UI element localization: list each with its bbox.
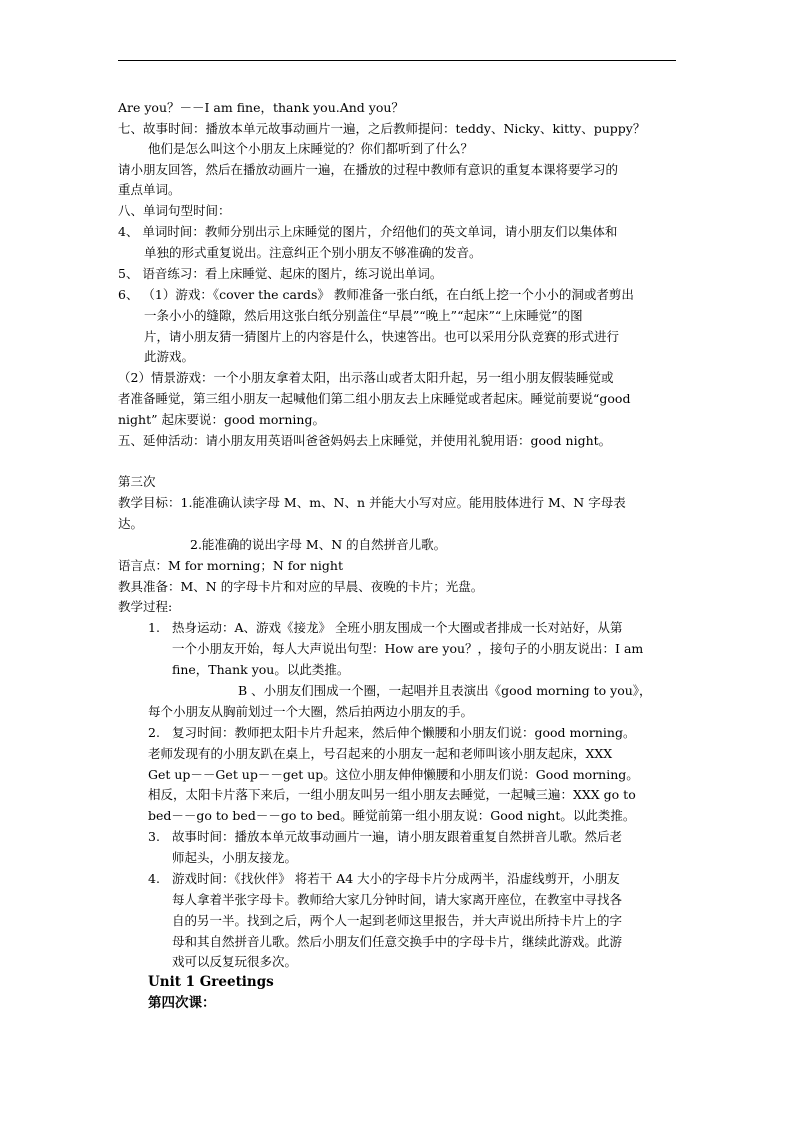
- text-line: 一条小小的缝隙，然后用这张白纸分别盖住“早晨”“晚上”“起床”“上床睡觉”的图: [144, 308, 583, 323]
- header-rule: [118, 60, 676, 61]
- text-line: 5、 语音练习：看上床睡觉、起床的图片，练习说出单词。: [118, 266, 443, 281]
- text-line: 八、单词句型时间：: [118, 203, 231, 218]
- text-line: fine，Thank you。以此类推。: [172, 662, 350, 677]
- text-line: Get up－－Get up－－get up。这位小朋友伸伸懒腰和小朋友们说：Good morning。: [148, 767, 639, 782]
- text-line: 师起头，小朋友接龙。: [172, 850, 298, 865]
- text-line: 相反，太阳卡片落下来后，一组小朋友叫另一组小朋友去睡觉，一起喊三遍：XXX go to: [148, 787, 636, 802]
- text-line: （2）情景游戏：一个小朋友拿着太阳，出示落山或者太阳升起，另一组小朋友假装睡觉或: [118, 370, 614, 385]
- lesson-heading: 第四次课：: [148, 995, 216, 1011]
- text-line: 他们是怎么叫这个小朋友上床睡觉的？你们都听到了什么？: [148, 141, 474, 156]
- text-line: 一个小朋友开始，每人大声说出句型：How are you？，接句子的小朋友说出：I am: [172, 641, 644, 656]
- text-line: 请小朋友回答，然后在播放动画片一遍，在播放的过程中教师有意识的重复本课将要学习的: [118, 162, 619, 177]
- list-number: 2.: [148, 725, 160, 740]
- text-line: 教学过程:: [118, 599, 173, 614]
- text-line: 者准备睡觉，第三组小朋友一起喊他们第二组小朋友去上床睡觉或者起床。睡觉前要说“good: [118, 391, 631, 406]
- unit-heading: Unit 1 Greetings: [148, 974, 274, 990]
- text-line: 母和其自然拼音儿歌。然后小朋友们任意交换手中的字母卡片，继续此游戏。此游: [172, 934, 623, 949]
- text-line: night” 起床要说：good morning。: [118, 412, 325, 427]
- text-line: 教学目标：1.能准确认读字母 M、m、N、n 并能大小写对应。能用肢体进行 M、N 字母表: [118, 495, 626, 510]
- text-line: bed－－go to bed－－go to bed。睡觉前第一组小朋友说：Good night。以此类推。: [148, 808, 636, 823]
- text-line: 语言点：M for morning；N for night: [118, 558, 343, 573]
- text-line: 每人拿着半张字母卡。教师给大家几分钟时间，请大家离开座位，在教室中寻找各: [172, 892, 623, 907]
- text-line: 五、延伸活动：请小朋友用英语叫爸爸妈妈去上床睡觉，并使用礼貌用语：good night。: [118, 433, 612, 448]
- text-line: 复习时间：教师把太阳卡片升起来，然后伸个懒腰和小朋友们说：good morning。: [172, 725, 636, 740]
- text-line: 七、故事时间：播放本单元故事动画片一遍，之后教师提问：teddy、Nicky、kitty、puppy？: [118, 121, 646, 136]
- text-line: 自的另一半。找到之后，两个人一起到老师这里报告，并大声说出所持卡片上的字: [172, 913, 623, 928]
- text-line: 4、 单词时间：教师分别出示上床睡觉的图片，介绍他们的英文单词，请小朋友们以集体和: [118, 224, 618, 239]
- section-heading: 第三次: [118, 474, 156, 489]
- text-line: 重点单词。: [118, 182, 181, 197]
- text-line: 达。: [118, 516, 144, 531]
- list-number: 1.: [148, 620, 160, 635]
- text-line: 单独的形式重复说出。注意纠正个别小朋友不够准确的发音。: [144, 245, 482, 260]
- text-line: B 、小朋友们围成一个圈，一起唱并且表演出《good morning to you》，: [238, 683, 652, 698]
- text-line: 每个小朋友从胸前划过一个大圈，然后拍两边小朋友的手。: [148, 704, 474, 719]
- text-line: 热身运动：A、游戏《接龙》 全班小朋友围成一个大圈或者排成一长对站好，从第: [172, 620, 623, 635]
- text-line: 2.能准确的说出字母 M、N 的自然拼音儿歌。: [190, 537, 447, 552]
- list-number: 4.: [148, 871, 160, 886]
- text-line: 此游戏。: [144, 349, 195, 364]
- text-line: 老师发现有的小朋友趴在桌上，号召起来的小朋友一起和老师叫该小朋友起床，XXX: [148, 746, 613, 761]
- text-line: 故事时间：播放本单元故事动画片一遍，请小朋友跟着重复自然拼音儿歌。然后老: [172, 829, 623, 844]
- text-line: 6、 （1）游戏：《cover the cards》 教师准备一张白纸，在白纸上挖一个小小的洞或者剪出: [118, 287, 634, 302]
- text-line: 戏可以反复玩很多次。: [172, 954, 298, 969]
- list-number: 3.: [148, 829, 160, 844]
- text-line: 游戏时间：《找伙伴》 将若干 A4 大小的字母卡片分成两半，沿虚线剪开，小朋友: [172, 871, 620, 886]
- text-line: 片，请小朋友猜一猜图片上的内容是什么，快速答出。也可以采用分队竞赛的形式进行: [144, 329, 620, 344]
- text-line: Are you？－－I am fine，thank you.And you？: [118, 100, 404, 115]
- text-line: 教具准备：M、N 的字母卡片和对应的早晨、夜晚的卡片；光盘。: [118, 579, 484, 594]
